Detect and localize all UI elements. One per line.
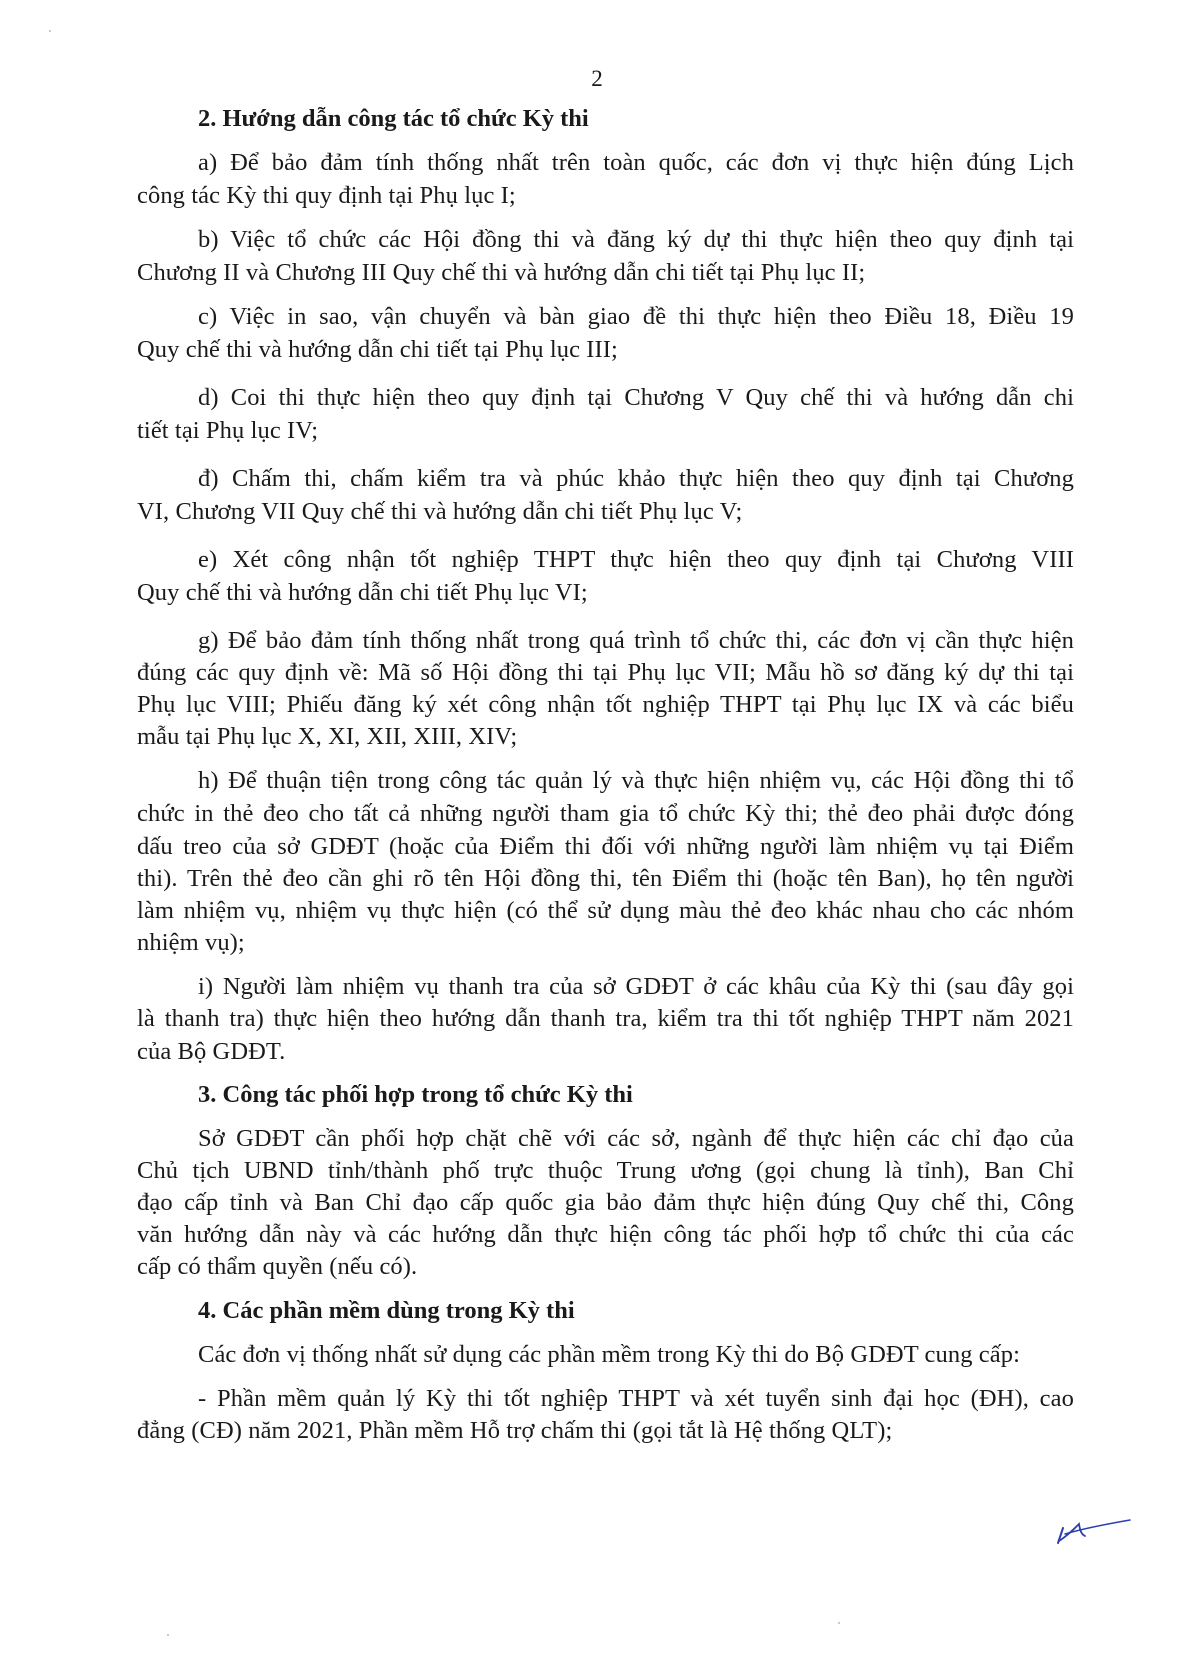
- paragraph-d-line-2: tiết tại Phụ lục IV;: [137, 417, 319, 444]
- paragraph-g-line-3: Phụ lục VIII; Phiếu đăng ký xét công nhận tốt nghiệp THPT tại Phụ lục IX và các biểu: [137, 691, 1074, 718]
- paragraph-i-line-1: i) Người làm nhiệm vụ thanh tra của sở GDĐT ở các khâu của Kỳ thi (sau đây gọi: [198, 973, 1074, 1000]
- paragraph-a-line-1: a) Để bảo đảm tính thống nhất trên toàn quốc, các đơn vị thực hiện đúng Lịch: [198, 149, 1074, 176]
- paragraph-software-item-line-1: - Phần mềm quản lý Kỳ thi tốt nghiệp THPT và xét tuyển sinh đại học (ĐH), cao: [198, 1385, 1074, 1412]
- paragraph-d-line-1: d) Coi thi thực hiện theo quy định tại Chương V Quy chế thi và hướng dẫn chi: [198, 384, 1074, 411]
- paragraph-g-line-1: g) Để bảo đảm tính thống nhất trong quá trình tổ chức thi, các đơn vị cần thực hiện: [198, 627, 1074, 654]
- paragraph-g-line-4: mẫu tại Phụ lục X, XI, XII, XIII, XIV;: [137, 723, 518, 750]
- paragraph-h-line-1: h) Để thuận tiện trong công tác quản lý và thực hiện nhiệm vụ, các Hội đồng thi tổ: [198, 767, 1074, 794]
- paragraph-dd-line-1: đ) Chấm thi, chấm kiểm tra và phúc khảo thực hiện theo quy định tại Chương: [198, 465, 1074, 492]
- paragraph-b-line-2: Chương II và Chương III Quy chế thi và hướng dẫn chi tiết tại Phụ lục II;: [137, 259, 866, 286]
- paragraph-coordination-line-5: cấp có thẩm quyền (nếu có).: [137, 1253, 418, 1280]
- paragraph-h-line-6: nhiệm vụ);: [137, 929, 245, 956]
- paragraph-dd-line-2: VI, Chương VII Quy chế thi và hướng dẫn chi tiết Phụ lục V;: [137, 498, 743, 525]
- paragraph-coordination-line-4: văn hướng dẫn này và các hướng dẫn thực hiện công tác phối hợp tổ chức thi của các: [137, 1221, 1074, 1248]
- section-heading-4: 4. Các phần mềm dùng trong Kỳ thi: [198, 1297, 575, 1324]
- page-number: 2: [591, 66, 603, 91]
- paragraph-b-line-1: b) Việc tổ chức các Hội đồng thi và đăng ký dự thi thực hiện theo quy định tại: [198, 226, 1074, 253]
- paragraph-i-line-2: là thanh tra) thực hiện theo hướng dẫn thanh tra, kiểm tra thi tốt nghiệp THPT năm 2021: [137, 1005, 1074, 1032]
- paragraph-software-intro: Các đơn vị thống nhất sử dụng các phần mềm trong Kỳ thi do Bộ GDĐT cung cấp:: [198, 1341, 1021, 1368]
- handwritten-initials-icon: [1055, 1510, 1135, 1550]
- paragraph-coordination-line-2: Chủ tịch UBND tỉnh/thành phố trực thuộc Trung ương (gọi chung là tỉnh), Ban Chỉ: [137, 1157, 1074, 1184]
- paragraph-c-line-1: c) Việc in sao, vận chuyển và bàn giao đề thi thực hiện theo Điều 18, Điều 19: [198, 303, 1074, 330]
- paragraph-i-line-3: của Bộ GDĐT.: [137, 1038, 286, 1065]
- paragraph-g-line-2: đúng các quy định về: Mã số Hội đồng thi tại Phụ lục VII; Mẫu hồ sơ đăng ký dự thi tại: [137, 659, 1074, 686]
- paragraph-c-line-2: Quy chế thi và hướng dẫn chi tiết tại Phụ lục III;: [137, 336, 618, 363]
- section-heading-3: 3. Công tác phối hợp trong tổ chức Kỳ thi: [198, 1081, 633, 1108]
- paragraph-e-line-2: Quy chế thi và hướng dẫn chi tiết Phụ lục VI;: [137, 579, 588, 606]
- paragraph-h-line-5: làm nhiệm vụ, nhiệm vụ thực hiện (có thể sử dụng màu thẻ đeo khác nhau cho các nhóm: [137, 897, 1074, 924]
- scan-speck: [167, 1634, 169, 1636]
- paragraph-h-line-2: chức in thẻ đeo cho tất cả những người tham gia tổ chức Kỳ thi; thẻ đeo phải được đóng: [137, 800, 1074, 827]
- section-heading-2: 2. Hướng dẫn công tác tổ chức Kỳ thi: [198, 105, 589, 132]
- scan-speck: [838, 1622, 840, 1624]
- paragraph-software-item-line-2: đẳng (CĐ) năm 2021, Phần mềm Hỗ trợ chấm thi (gọi tắt là Hệ thống QLT);: [137, 1417, 893, 1444]
- paragraph-e-line-1: e) Xét công nhận tốt nghiệp THPT thực hiện theo quy định tại Chương VIII: [198, 546, 1074, 573]
- paragraph-a-line-2: công tác Kỳ thi quy định tại Phụ lục I;: [137, 182, 516, 209]
- scan-speck: [49, 30, 51, 32]
- paragraph-coordination-line-1: Sở GDĐT cần phối hợp chặt chẽ với các sở, ngành để thực hiện các chỉ đạo của: [198, 1125, 1074, 1152]
- paragraph-h-line-3: dấu treo của sở GDĐT (hoặc của Điểm thi đối với những người làm nhiệm vụ tại Điểm: [137, 833, 1074, 860]
- paragraph-coordination-line-3: đạo cấp tỉnh và Ban Chỉ đạo cấp quốc gia bảo đảm thực hiện đúng Quy chế thi, Công: [137, 1189, 1074, 1216]
- paragraph-h-line-4: thi). Trên thẻ đeo cần ghi rõ tên Hội đồng thi, tên Điểm thi (hoặc tên Ban), họ tên người: [137, 865, 1074, 892]
